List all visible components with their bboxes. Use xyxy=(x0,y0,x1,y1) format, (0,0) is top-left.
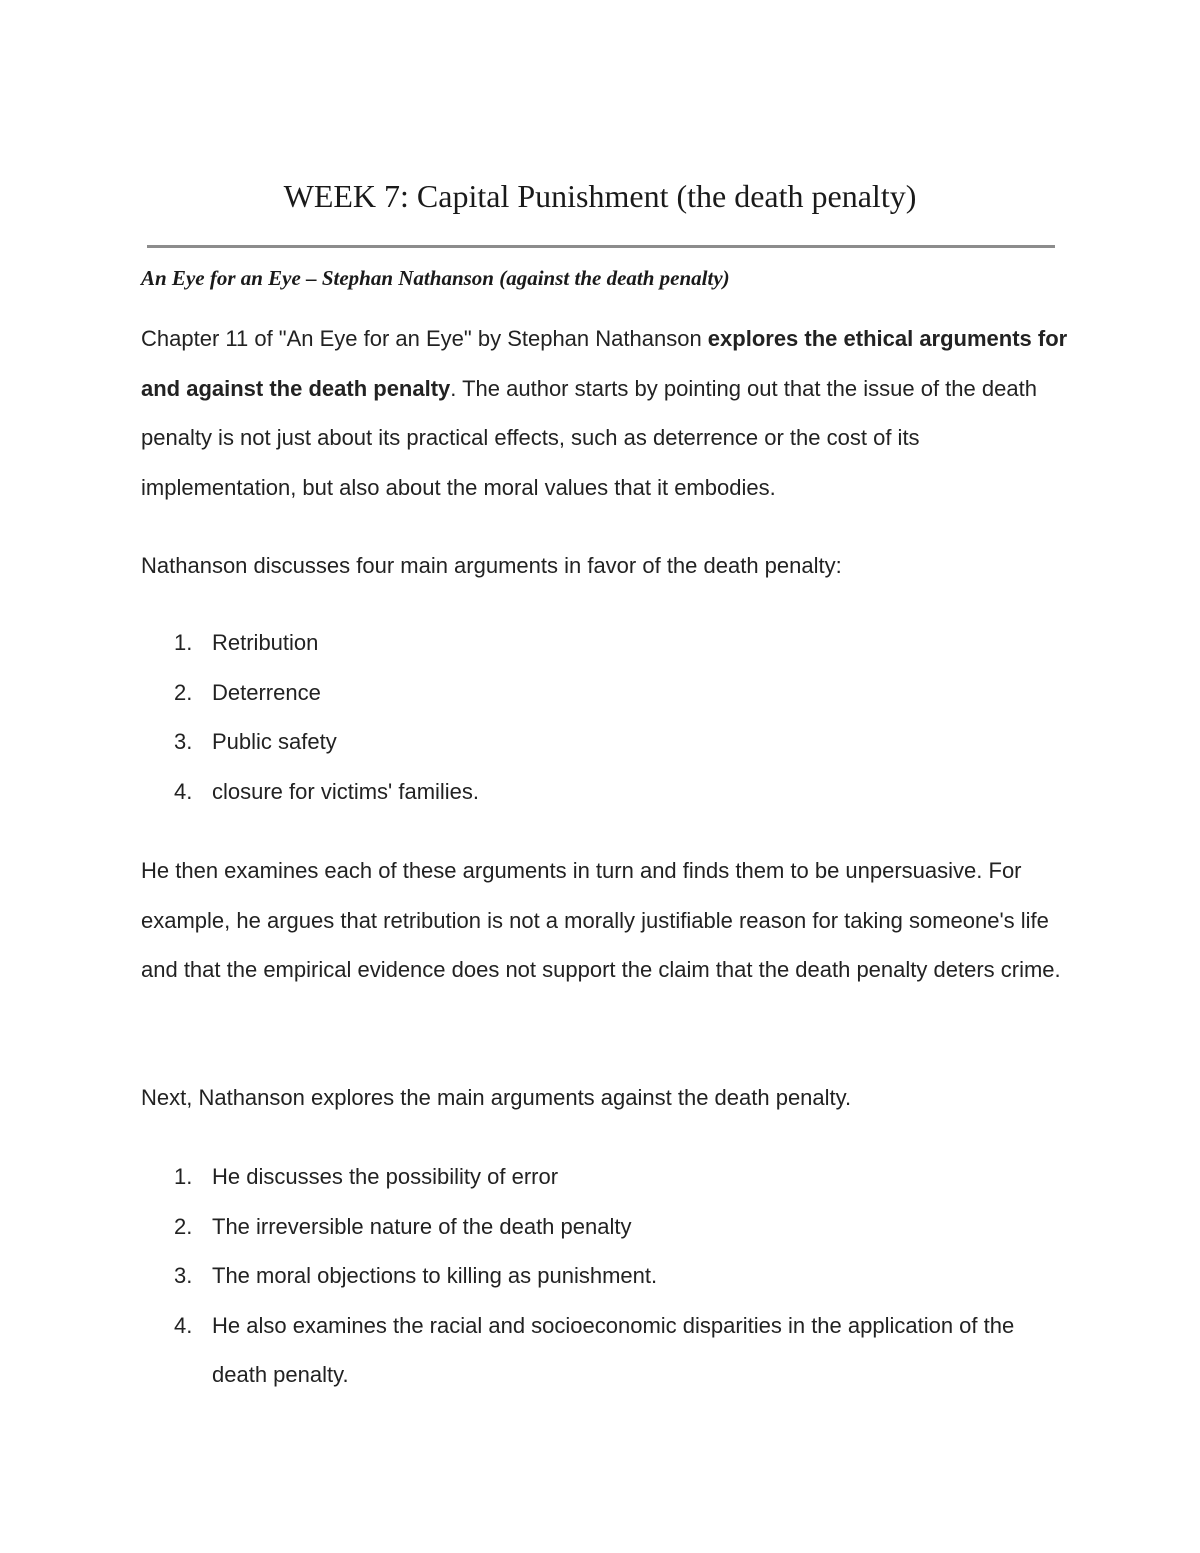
list-item-text: closure for victims' families. xyxy=(212,778,480,804)
list-item-number: 2. xyxy=(174,679,193,705)
list-item xyxy=(141,1202,1071,1252)
list-item xyxy=(141,1301,1071,1400)
favor-intro-paragraph: Nathanson discusses four main arguments in favor of the death penalty: xyxy=(141,553,842,578)
examines-paragraph: He then examines each of these arguments in turn and finds them to be unpersuasive. For example, he argues that retribution is not a morally justifiable reason for taking someone's life and that the empirical evidence does not support the claim that the death penalty deters crime. xyxy=(141,858,1061,982)
document-title: WEEK 7: Capital Punishment (the death penalty) xyxy=(283,178,917,214)
list-item-number: 4. xyxy=(174,1312,193,1338)
list-item xyxy=(141,767,1071,817)
section-subtitle: An Eye for an Eye – Stephan Nathanson (against the death penalty) xyxy=(141,266,730,290)
intro-rest-text: . The author starts by pointing out that the issue of the death penalty is not just about its practical effects, such as deterrence or the cost of its implementation, but also about the moral values that it embodies. xyxy=(141,375,1037,500)
favor-arguments-list xyxy=(141,618,1071,816)
list-item xyxy=(141,668,1071,718)
list-item-text: The irreversible nature of the death penalty xyxy=(212,1213,632,1239)
list-item xyxy=(141,717,1071,767)
list-item-number: 3. xyxy=(174,729,193,754)
intro-lead-text: Chapter 11 of "An Eye for an Eye" by Stephan Nathanson xyxy=(141,326,708,351)
list-item-text: Public safety xyxy=(212,729,337,754)
list-item xyxy=(141,1251,1071,1301)
list-item-text: Retribution xyxy=(212,630,319,655)
list-item xyxy=(141,1152,1071,1202)
list-item-text: The moral objections to killing as punishment. xyxy=(212,1263,658,1288)
list-item xyxy=(141,618,1071,668)
list-item-number: 3. xyxy=(174,1263,193,1288)
against-intro-paragraph: Next, Nathanson explores the main arguments against the death penalty. xyxy=(141,1085,852,1110)
list-item-text: Deterrence xyxy=(212,679,321,705)
list-item-text: He also examines the racial and socioeconomic disparities in the application of the death penalty. xyxy=(212,1312,1015,1387)
list-item-number: 2. xyxy=(174,1213,193,1239)
intro-bold-text: explores the ethical arguments for and against the death penalty xyxy=(141,326,1068,401)
title-divider xyxy=(147,245,1055,248)
list-item-number: 1. xyxy=(174,1164,193,1189)
against-arguments-list xyxy=(141,1152,1071,1400)
list-item-number: 1. xyxy=(174,630,193,655)
intro-paragraph xyxy=(141,314,1071,512)
list-item-number: 4. xyxy=(174,778,193,804)
list-item-text: He discusses the possibility of error xyxy=(212,1164,559,1189)
